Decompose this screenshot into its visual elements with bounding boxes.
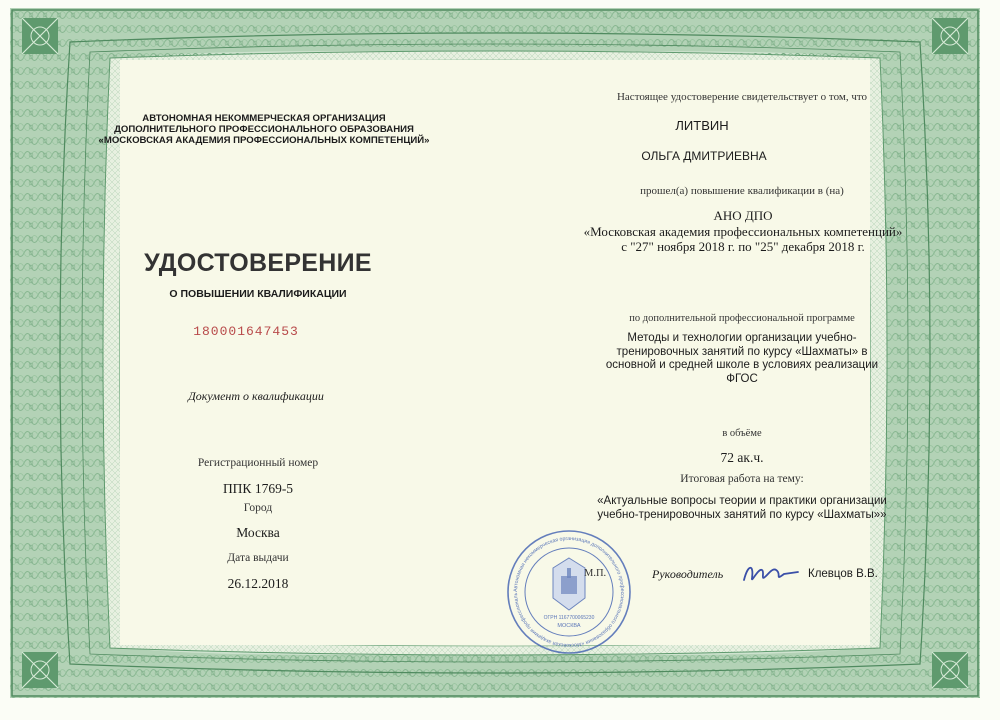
program-line: тренировочных занятий по курсу «Шахматы» в [616,345,868,358]
issue-date-value: 26.12.2018 [227,576,289,591]
recipient-surname: ЛИТВИН [675,118,729,133]
program-title [606,332,878,386]
registration-label: Регистрационный номер [197,457,319,469]
organization-name [99,113,430,146]
corner-ornament-tl-icon [18,14,62,58]
official-stamp [505,528,633,656]
corner-ornament-tr-icon [928,14,972,58]
hours-value: 72 ак.ч. [720,450,764,465]
organization-line: АВТОНОМНАЯ НЕКОММЕРЧЕСКАЯ ОРГАНИЗАЦИЯ [142,113,386,124]
certificate-number: 180001647453 [193,324,299,339]
passed-text: прошел(а) повышение квалификации в (на) [640,185,844,197]
organization-line: ДОПОЛНИТЕЛЬНОГО ПРОФЕССИОНАЛЬНОГО ОБРАЗОВАНИЯ [114,124,414,135]
program-line: Методы и технологии организации учебно- [627,332,857,344]
stamp-ogrn: ОГРН 1167700065230 [543,615,595,621]
institution-block [584,208,903,255]
intro-text: Настоящее удостоверение свидетельствует о том, что [616,91,868,103]
program-label: по дополнительной профессиональной программе [629,313,855,324]
city-label: Город [243,502,273,514]
final-work-line: «Актуальные вопросы теории и практики организации [597,495,887,507]
institution-line: «Московская академия профессиональных компетенций» [583,223,903,239]
stamp-emblem-icon [553,558,585,610]
program-line: ФГОС [726,372,758,385]
program-line: основной и средней школе в условиях реализации [605,359,879,371]
signatory-name: Клевцов В.В. [808,568,878,580]
final-work-label: Итоговая работа на тему: [680,473,804,485]
recipient-given-names: ОЛЬГА ДМИТРИЕВНА [641,149,767,163]
corner-ornament-bl-icon [18,648,62,692]
stamp-place-label: М.П. [584,568,607,579]
final-work-title [597,494,887,522]
organization-line: «МОСКОВСКАЯ АКАДЕМИЯ ПРОФЕССИОНАЛЬНЫХ КОМПЕТЕНЦИЙ» [98,135,430,146]
final-work-line: учебно-тренировочных занятий по курсу «Шахматы»» [597,509,887,521]
stamp-ring-text: Автономная некоммерческая организация дополнительного профессионального образования «Московская академия профессиональ [512,535,626,649]
training-period: с "27" ноября 2018 г. по "25" декабря 2018 г. [621,239,865,254]
institution-line: АНО ДПО [713,208,773,223]
issue-date-label: Дата выдачи [227,552,289,564]
certificate-title: УДОСТОВЕРЕНИЕ [144,249,372,277]
signature-icon [740,560,804,586]
certificate-subtitle: О ПОВЫШЕНИИ КВАЛИФИКАЦИИ [169,288,347,300]
registration-number: ППК 1769-5 [222,481,294,496]
city-value: Москва [236,525,280,540]
volume-label: в объёме [722,428,762,439]
signatory-label: Руководитель [652,567,724,581]
corner-ornament-br-icon [928,648,972,692]
document-kind: Документ о квалификации [188,389,324,403]
stamp-city: МОСКВА [557,623,581,629]
